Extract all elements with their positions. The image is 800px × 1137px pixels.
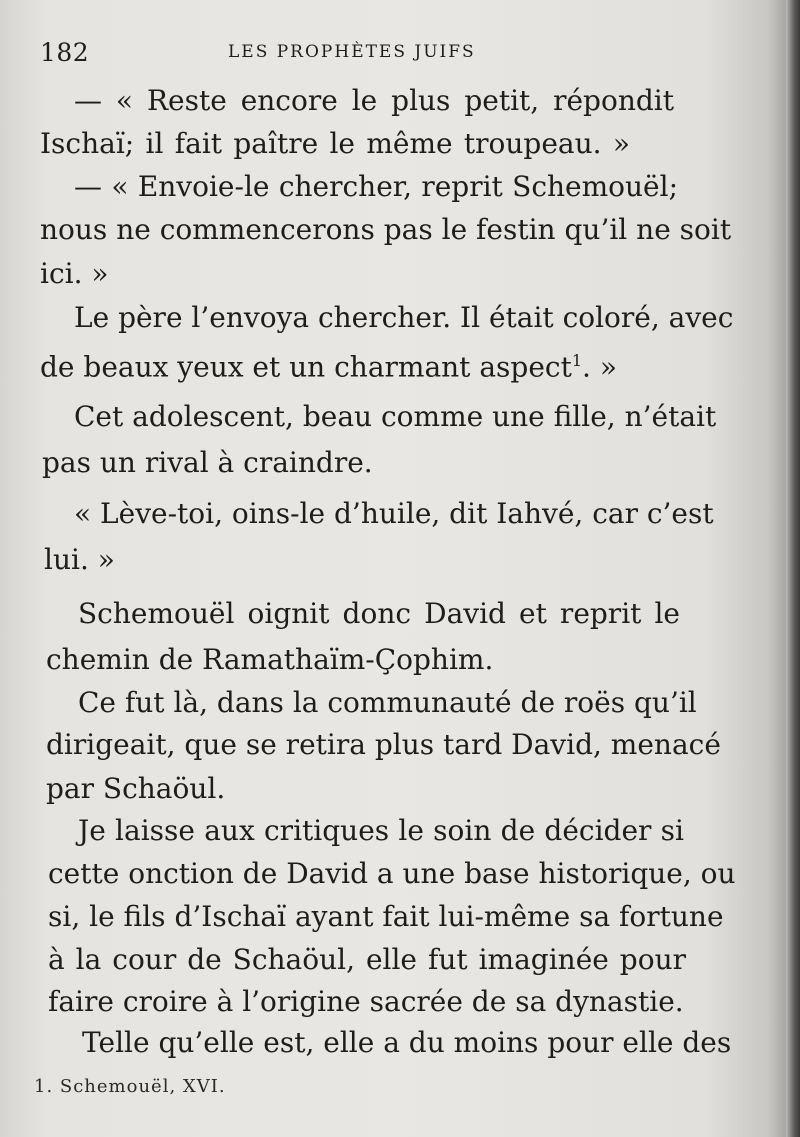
text-line: si, le fils d’Ischaï ayant fait lui-même sa fortune bbox=[48, 900, 724, 933]
footnote-ref: 1 bbox=[571, 351, 583, 370]
text-line: par Schaöul. bbox=[46, 772, 226, 805]
running-title: LES PROPHÈTES JUIFS bbox=[228, 42, 476, 62]
text-line: lui. » bbox=[44, 543, 115, 576]
text-line: Cet adolescent, beau comme une fille, n’était bbox=[74, 400, 717, 433]
text-line: nous ne commencerons pas le festin qu’il ne soit bbox=[40, 213, 732, 246]
text-line: Telle qu’elle est, elle a du moins pour elle des bbox=[82, 1026, 732, 1059]
text-line: — « Envoie-le chercher, reprit Schemouël; bbox=[74, 170, 678, 203]
footnote: 1. Schemouël, XVI. bbox=[34, 1076, 226, 1097]
text-line: faire croire à l’origine sacrée de sa dynastie. bbox=[48, 985, 684, 1018]
page-edge-shadow bbox=[786, 0, 800, 1137]
text-line: « Lève-toi, oins-le d’huile, dit Iahvé, car c’est bbox=[74, 497, 714, 530]
text-line: pas un rival à craindre. bbox=[42, 446, 373, 479]
text-line: cette onction de David a une base historique, ou bbox=[48, 857, 736, 890]
text-line: — « Reste encore le plus petit, répondit bbox=[74, 84, 674, 117]
text-line: à la cour de Schaöul, elle fut imaginée pour bbox=[48, 943, 686, 976]
text-line: Ce fut là, dans la communauté de roës qu’il bbox=[78, 686, 697, 719]
text-line: Ischaï; il fait paître le même troupeau. » bbox=[40, 127, 630, 160]
text-line: Schemouël oignit donc David et reprit le bbox=[78, 597, 680, 630]
page-header bbox=[40, 38, 690, 68]
text-line: chemin de Ramathaïm-Çophim. bbox=[46, 643, 494, 676]
text-line bbox=[40, 344, 617, 384]
text-line: Le père l’envoya chercher. Il était coloré, avec bbox=[74, 301, 734, 334]
text-line: ici. » bbox=[40, 257, 109, 290]
quote-close: . » bbox=[582, 350, 617, 384]
text-line: Je laisse aux critiques le soin de décider si bbox=[78, 814, 684, 847]
text-line: dirigeait, que se retira plus tard David, menacé bbox=[46, 728, 721, 761]
text-line-content: de beaux yeux et un charmant aspect bbox=[40, 350, 572, 384]
page-number: 182 bbox=[40, 38, 90, 67]
